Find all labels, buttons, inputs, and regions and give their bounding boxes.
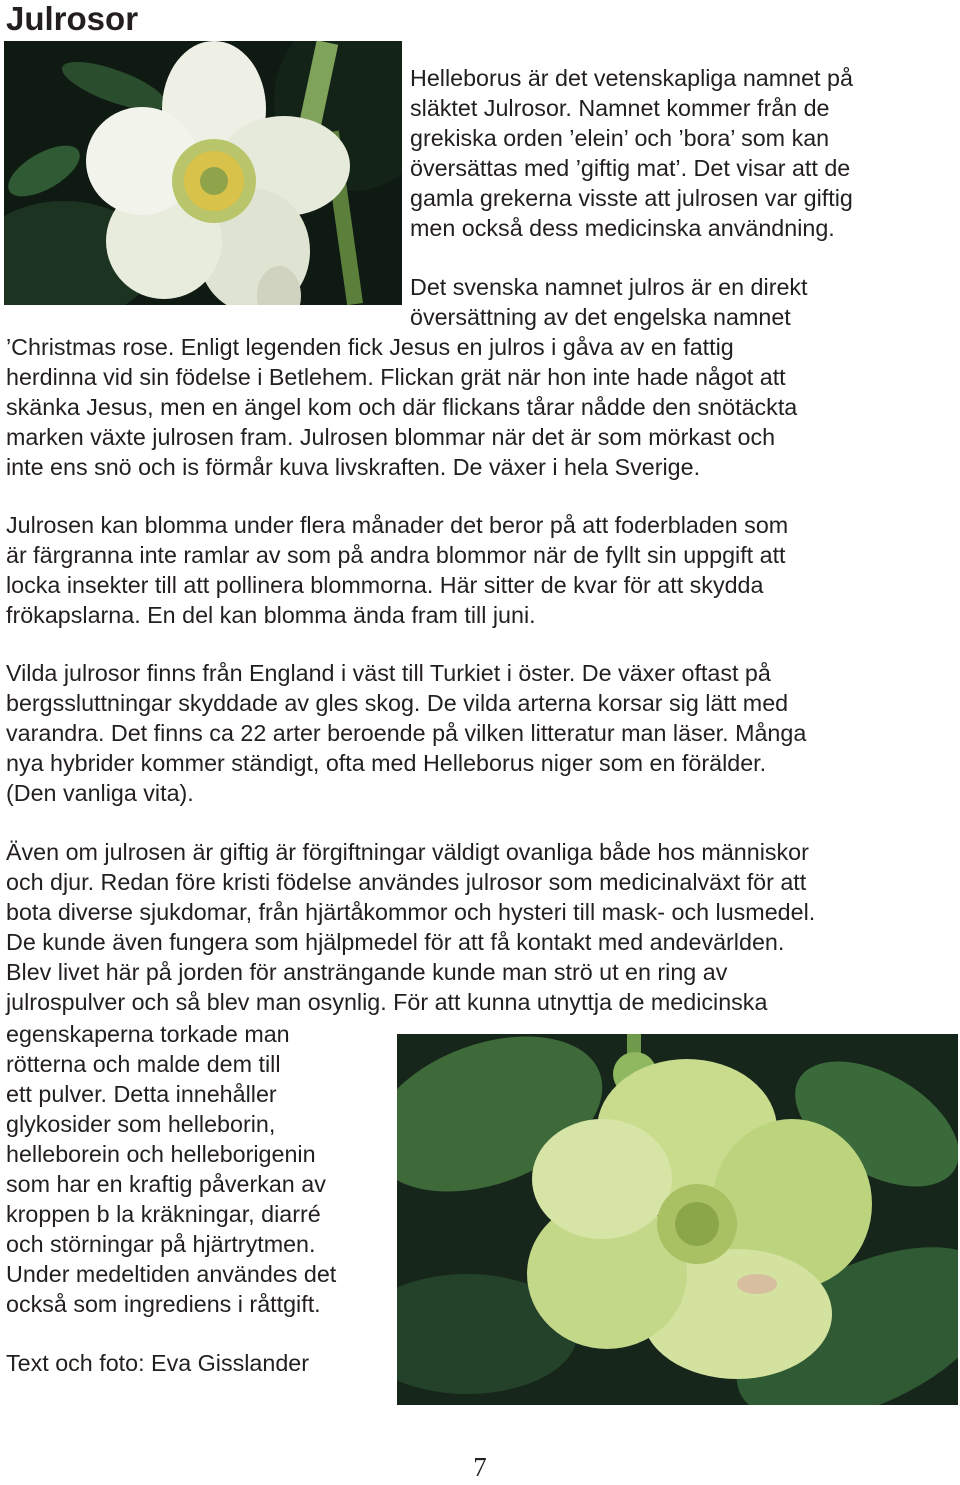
author-credit: Text och foto: Eva Gisslander: [6, 1350, 310, 1376]
page-number: 7: [473, 1452, 487, 1482]
name-paragraph-start: Det svenska namnet julros är en direkt översättning av det engelska namnet: [410, 274, 808, 330]
intro-paragraph: Helleborus är det vetenskapliga namnet på släktet Julrosor. Namnet kommer från de grekiska orden ’elein’ och ’bora’ som kan översättas med ’giftig mat’. Det visar att de gamla grekerna visste att julrosen var giftig men också dess medicinska användning.: [410, 65, 853, 241]
poison-paragraph-continued: egenskaperna torkade man rötterna och malde dem till ett pulver. Detta innehåller glykosider som helleborin, helleborein och helleborigenin som har en kraftig påverkan av kroppen b la kräkningar, diarré och störningar på hjärtrytmen. Under medeltiden användes det också som ingrediens i råttgift.: [6, 1021, 337, 1317]
poison-paragraph: Även om julrosen är giftig är förgiftningar väldigt ovanliga både hos människor och djur. Redan före kristi födelse användes julrosor som medicinalväxt för att bota diverse sjukdomar, från hjärtåkommor och hysteri till mask- och lusmedel. De kunde även fungera som hjälpmedel för att få kontakt med andevärlden. Blev livet här på jorden för ansträngande kunde man strö ut en ring av julrospulver och så blev man osynlig. För att kunna utnyttja de medicinska: [6, 839, 816, 1015]
wild-species-paragraph: Vilda julrosor finns från England i väst till Turkiet i öster. De växer oftast på bergssluttningar skyddade av gles skog. De vilda arterna korsar sig lätt med varandra. Det finns ca 22 arter beroende på vilken litteratur man läser. Många nya hybrider kommer ständigt, ofta med Helleborus niger som en förälder. (Den vanliga vita).: [6, 660, 807, 806]
white-christmas-rose-photo: [4, 41, 402, 305]
legend-paragraph: ’Christmas rose. Enligt legenden fick Jesus en julros i gåva av en fattig herdinna vid sin födelse i Betlehem. Flickan grät när hon inte hade något att skänka Jesus, men en ängel kom och där flickans tårar nådde den snötäckta marken växte julrosen fram. Julrosen blommar när det är som mörkast och inte ens snö och is förmår kuva livskraften. De växer i hela Sverige.: [6, 334, 798, 480]
page-title: Julrosor: [6, 0, 139, 37]
blooming-paragraph: Julrosen kan blomma under flera månader det beror på att foderbladen som är färgranna inte ramlar av som på andra blommor när de fyllt sin uppgift att locka insekter till att pollinera blommorna. Här sitter de kvar för att skydda frökapslarna. En del kan blomma ända fram till juni.: [6, 512, 789, 628]
green-hellebore-photo: [397, 1034, 958, 1405]
